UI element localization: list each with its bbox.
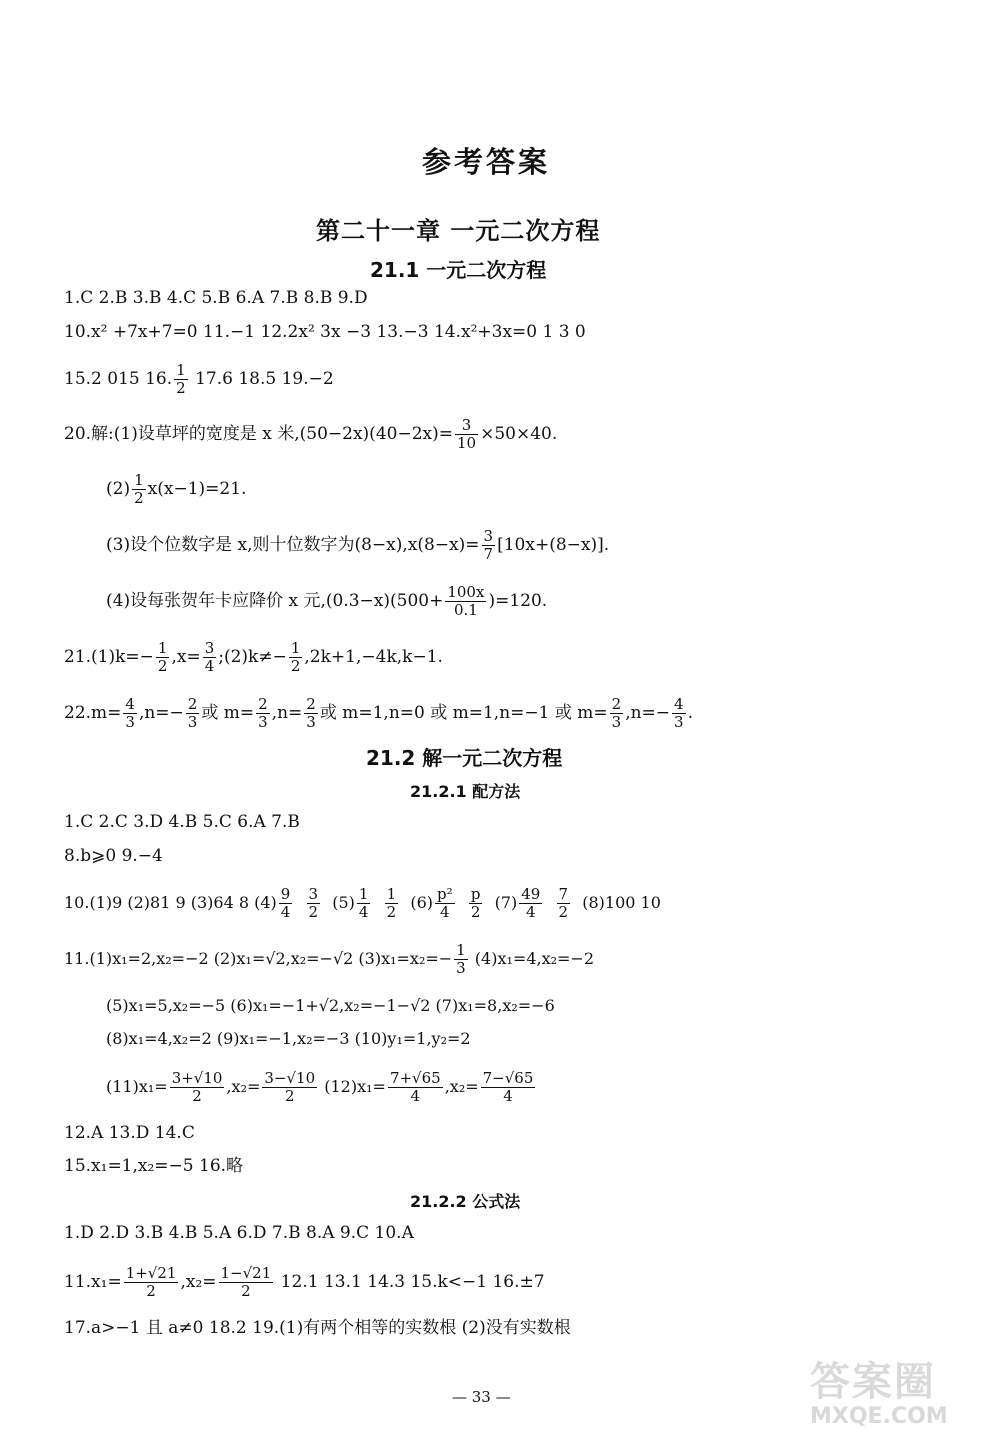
fraction: $\frac{1-√21}{2}$ bbox=[220, 1264, 272, 1300]
watermark-text: 答案圈 bbox=[810, 1359, 936, 1405]
section-heading-21-1: 21.1 一元二次方程 bbox=[370, 258, 547, 282]
answer-text: (2) bbox=[106, 479, 131, 499]
fraction: $\frac{1+√21}{2}$ bbox=[125, 1264, 177, 1300]
answer-line bbox=[106, 1070, 537, 1105]
answer-text: (4)设每张贺年卡应降价 x 元,(0.3−x)(500+ bbox=[106, 591, 444, 611]
answer-text: [10x+(8−x)]. bbox=[497, 535, 610, 555]
answer-text: ,n=− bbox=[625, 703, 671, 723]
fraction: $\frac{2}{3}$ bbox=[611, 695, 622, 731]
answer-line bbox=[64, 362, 334, 397]
answer-line: 8.b⩾0 9.−4 bbox=[64, 846, 163, 866]
fraction: $\frac{49}{4}$ bbox=[521, 885, 541, 921]
answer-line bbox=[64, 942, 594, 977]
watermark-logo bbox=[810, 1360, 990, 1442]
fraction: $\frac{1}{2}$ bbox=[176, 361, 186, 397]
fraction: $\frac{2}{3}$ bbox=[258, 695, 268, 731]
answer-line bbox=[64, 640, 443, 675]
answer-text: 10.(1)9 (2)81 9 (3)64 8 (4) bbox=[64, 893, 277, 912]
watermark-url: MXQE.COM bbox=[810, 1404, 948, 1429]
answer-line: 1.D 2.D 3.B 4.B 5.A 6.D 7.B 8.A 9.C 10.A bbox=[64, 1223, 414, 1243]
answer-line bbox=[106, 472, 246, 507]
answer-text: ,2k+1,−4k,k−1. bbox=[304, 647, 443, 667]
fraction: $\frac{1}{4}$ bbox=[358, 885, 369, 921]
answer-text: 17.6 18.5 19.−2 bbox=[189, 369, 334, 389]
answer-text: 或 m=1,n=0 或 m=1,n=−1 或 m= bbox=[319, 703, 608, 723]
fraction: $\frac{9}{4}$ bbox=[280, 885, 291, 921]
fraction: $\frac{2}{3}$ bbox=[306, 695, 316, 731]
answer-text: 11.(1)x₁=2,x₂=−2 (2)x₁=√2,x₂=−√2 (3)x₁=x₂=− bbox=[64, 949, 453, 968]
fraction: $\frac{3-√10}{2}$ bbox=[264, 1069, 316, 1105]
fraction: $\frac{100x}{0.1}$ bbox=[447, 583, 485, 619]
page-title: 参考答案 bbox=[422, 145, 551, 179]
fraction: $\frac{3}{10}$ bbox=[456, 416, 477, 452]
answer-line bbox=[64, 1265, 545, 1300]
answer-line: 15.x₁=1,x₂=−5 16.略 bbox=[64, 1156, 244, 1176]
subsection-heading-21-2-2: 21.2.2 公式法 bbox=[410, 1192, 521, 1211]
fraction: $\frac{3}{7}$ bbox=[483, 527, 494, 563]
answer-line: 1.C 2.B 3.B 4.C 5.B 6.A 7.B 8.B 9.D bbox=[64, 288, 368, 308]
fraction: $\frac{3}{4}$ bbox=[204, 639, 215, 675]
answer-line: (5)x₁=5,x₂=−5 (6)x₁=−1+√2,x₂=−1−√2 (7)x₁=8,x₂=−6 bbox=[106, 996, 555, 1015]
answer-line: 1.C 2.C 3.D 4.B 5.C 6.A 7.B bbox=[64, 812, 300, 832]
answer-text: (6) bbox=[410, 893, 434, 912]
answer-text: (5) bbox=[332, 893, 355, 912]
answer-line: (8)x₁=4,x₂=2 (9)x₁=−1,x₂=−3 (10)y₁=1,y₂=2 bbox=[106, 1029, 471, 1048]
answer-text: ,x₂= bbox=[226, 1077, 261, 1096]
fraction: $\frac{7}{2}$ bbox=[558, 885, 569, 921]
answer-line bbox=[106, 528, 609, 563]
section-heading-21-2: 21.2 解一元二次方程 bbox=[366, 746, 563, 770]
answer-text: (3)设个位数字是 x,则十位数字为(8−x),x(8−x)= bbox=[106, 535, 480, 555]
fraction: $\frac{4}{3}$ bbox=[125, 695, 135, 731]
answer-text: ×50×40. bbox=[480, 424, 558, 444]
answer-line bbox=[64, 696, 693, 731]
answer-text: ,x= bbox=[171, 647, 201, 667]
answer-text: ,n= bbox=[271, 703, 303, 723]
answer-text: (7) bbox=[494, 893, 518, 912]
answer-line bbox=[64, 417, 557, 452]
fraction: $\frac{1}{2}$ bbox=[386, 885, 397, 921]
subsection-heading-21-2-1: 21.2.1 配方法 bbox=[410, 782, 521, 801]
fraction: $\frac{1}{2}$ bbox=[134, 471, 144, 507]
fraction: $\frac{7-√65}{4}$ bbox=[482, 1069, 534, 1105]
answer-text: 21.(1)k=− bbox=[64, 647, 154, 667]
fraction: $\frac{1}{2}$ bbox=[157, 639, 168, 675]
answer-text: . bbox=[687, 703, 693, 723]
answer-line bbox=[106, 584, 547, 619]
answer-text: x(x−1)=21. bbox=[147, 479, 247, 499]
answer-text: ,n=− bbox=[138, 703, 184, 723]
answer-text: 22.m= bbox=[64, 703, 122, 723]
fraction: $\frac{4}{3}$ bbox=[674, 695, 684, 731]
chapter-heading: 第二十一章 一元二次方程 bbox=[316, 217, 601, 245]
fraction: $\frac{3}{2}$ bbox=[308, 885, 319, 921]
fraction: $\frac{\text{p²}}{4}$ bbox=[437, 885, 453, 921]
answer-text: 15.2 015 16. bbox=[64, 369, 173, 389]
page-number: — 33 — bbox=[452, 1388, 511, 1406]
answer-text: 或 m= bbox=[201, 703, 255, 723]
answer-text: 20.解:(1)设草坪的宽度是 x 米,(50−2x)(40−2x)= bbox=[64, 424, 453, 444]
answer-text: 11.x₁= bbox=[64, 1272, 122, 1292]
fraction: $\frac{1}{3}$ bbox=[456, 941, 466, 977]
answer-text: 12.1 13.1 14.3 15.k<−1 16.±7 bbox=[275, 1272, 545, 1292]
answer-line: 17.a>−1 且 a≠0 18.2 19.(1)有两个相等的实数根 (2)没有实数根 bbox=[64, 1318, 571, 1338]
answer-line: 10.x² +7x+7=0 11.−1 12.2x² 3x −3 13.−3 14.x²+3x=0 1 3 0 bbox=[64, 322, 586, 342]
answer-line bbox=[64, 886, 661, 921]
fraction: $\frac{7+√65}{4}$ bbox=[389, 1069, 441, 1105]
answer-text: ,x₂= bbox=[444, 1077, 479, 1096]
answer-text: ;(2)k≠− bbox=[218, 647, 287, 667]
answer-text: (8)100 10 bbox=[582, 893, 661, 912]
answer-text: (12)x₁= bbox=[319, 1077, 386, 1096]
fraction: $\frac{1}{2}$ bbox=[290, 639, 301, 675]
fraction: $\frac{3+√10}{2}$ bbox=[171, 1069, 223, 1105]
answer-text: ,x₂= bbox=[180, 1272, 217, 1292]
fraction: $\frac{2}{3}$ bbox=[187, 695, 198, 731]
answer-text: (11)x₁= bbox=[106, 1077, 168, 1096]
answer-text: (4)x₁=4,x₂=−2 bbox=[469, 949, 595, 968]
fraction: $\frac{p}{2}$ bbox=[470, 885, 481, 921]
answer-line: 12.A 13.D 14.C bbox=[64, 1123, 195, 1143]
answer-text: )=120. bbox=[488, 591, 548, 611]
